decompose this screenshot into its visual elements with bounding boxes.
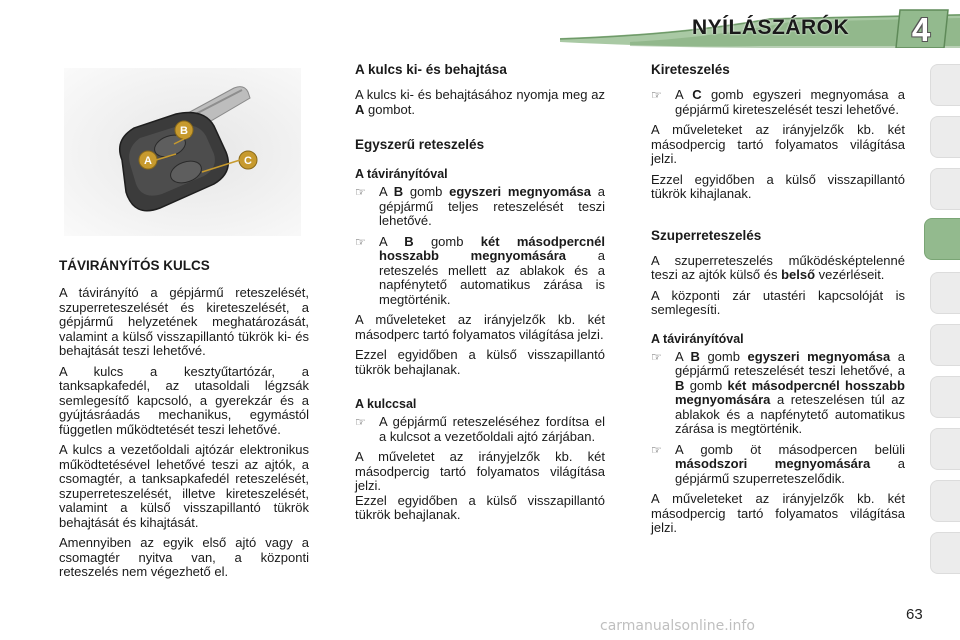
- subheading-remote: A távirányítóval: [355, 167, 448, 181]
- svg-text:B: B: [180, 125, 188, 137]
- bullet-item: ☞ A gomb öt másodpercen belüli másodszori megnyomására a gépjármű szuperreteszelődik.: [651, 441, 905, 486]
- chapter-tab[interactable]: [930, 480, 960, 522]
- chapter-tabs: [924, 64, 960, 584]
- watermark: carmanualsonline.info: [600, 618, 755, 634]
- paragraph: Amennyiben az egyik első ajtó vagy a csomagtér nyitva van, a központi reteszelés nem végezhető el.: [59, 535, 309, 579]
- paragraph: A kulcs a vezetőoldali ajtózár elektronikus működtetésével lehetővé teszi az ajtók, a csomagtér, a tanksapkafedél reteszelését, szuperreteszelését, illetve kireteszelését, valamint a külső visszapillantó tükrök behajtását és kihajtását.: [59, 442, 309, 530]
- chapter-tab[interactable]: [930, 376, 960, 418]
- column-middle: [355, 62, 605, 529]
- chapter-tab[interactable]: [930, 532, 960, 574]
- subheading-key: A kulccsal: [355, 397, 417, 411]
- chapter-tab[interactable]: [930, 116, 960, 158]
- bullet-item: ☞ A B gomb két másodpercnél hosszabb megnyomására a reteszelés mellett az ablakok és a napfénytető automatikus zárása is megtörténik.: [355, 233, 605, 307]
- pointing-hand-icon: ☞: [355, 234, 366, 249]
- bullet-item: ☞ A C gomb egyszeri megnyomása a gépjármű kireteszelését teszi lehetővé.: [651, 87, 905, 117]
- svg-text:C: C: [244, 155, 252, 167]
- paragraph: A műveleteket az irányjelzők kb. két másodpercig tartó folyamatos világítása jelzi.: [651, 491, 905, 535]
- subheading-remote: A távirányítóval: [651, 331, 744, 346]
- paragraph: Ezzel egyidőben a külső visszapillantó tükrök kihajlanak.: [651, 171, 905, 201]
- pointing-hand-icon: ☞: [355, 185, 366, 199]
- remote-key-photo: [64, 68, 301, 236]
- section-title-super-lock: Szuperreteszelés: [651, 227, 762, 243]
- paragraph: A kulcs a kesztyűtartózár, a tanksapkafedél, az utasoldali légzsák semlegesítő kapcsoló, a gyerekzár és a gyújtásráadás mechanikus, egymástól független működtetését teszi lehetővé.: [59, 363, 309, 437]
- chapter-tab[interactable]: [930, 324, 960, 366]
- paragraph: A távirányító a gépjármű reteszelését, szuperreteszelését és kireteszelését, a gépjármű helyzetének meghatározását, valamint a külső visszapillantó tükrök ki- és behajtását teszi lehetővé.: [59, 285, 309, 358]
- section-title-fold-key: A kulcs ki- és behajtása: [355, 62, 507, 77]
- bullet-item: ☞ A B gomb egyszeri megnyomása a gépjármű teljes reteszelését teszi lehetővé.: [355, 184, 605, 228]
- button-b-badge: [175, 121, 193, 139]
- section-title-unlock: Kireteszelés: [651, 62, 730, 77]
- paragraph: A kulcs ki- és behajtásához nyomja meg az A gombot.: [355, 87, 605, 117]
- pointing-hand-icon: ☞: [651, 349, 662, 364]
- bullet-item: ☞ A B gomb egyszeri megnyomása a gépjármű reteszelését teszi lehetővé, a B gomb két másodpercnél hosszabb megnyomására a reteszelésen túl az ablakok és a napfénytető automatikus zárása is megtörténik.: [651, 348, 905, 436]
- chapter-tab[interactable]: [930, 168, 960, 210]
- chapter-tab[interactable]: [930, 272, 960, 314]
- remote-key-illustration: [64, 68, 301, 236]
- paragraph: Ezzel egyidőben a külső visszapillantó tükrök behajlanak.: [355, 347, 605, 377]
- paragraph: Ezzel egyidőben a külső visszapillantó tükrök behajlanak.: [355, 492, 605, 522]
- paragraph: A szuperreteszelés működésképtelenné teszi az ajtók külső és belső vezérléseit.: [651, 252, 905, 282]
- button-a-badge: [139, 151, 157, 169]
- svg-text:A: A: [144, 155, 152, 167]
- chapter-title: NYÍLÁSZÁRÓK: [692, 16, 850, 39]
- paragraph: A műveleteket az irányjelzők kb. két másodpercig tartó folyamatos világítása jelzi.: [651, 122, 905, 166]
- button-c-badge: [239, 151, 257, 169]
- chapter-tab[interactable]: [930, 64, 960, 106]
- column-right: [651, 62, 905, 542]
- chapter-number: 4: [911, 11, 931, 48]
- pointing-hand-icon: ☞: [651, 442, 662, 457]
- page-number: 63: [906, 606, 923, 623]
- paragraph: A központi zár utastéri kapcsolóját is semlegesíti.: [651, 287, 905, 317]
- chapter-tab[interactable]: [930, 428, 960, 470]
- paragraph: A műveleteket az irányjelzők kb. két másodperc tartó folyamatos világítása jelzi.: [355, 312, 605, 342]
- section-title-remote-key: TÁVIRÁNYÍTÓS KULCS: [59, 258, 210, 273]
- section-title-simple-lock: Egyszerű reteszelés: [355, 137, 485, 152]
- pointing-hand-icon: ☞: [651, 88, 662, 102]
- bullet-item: ☞ A gépjármű reteszeléséhez fordítsa el a kulcsot a vezetőoldali ajtó zárjában.: [355, 414, 605, 444]
- paragraph: A műveletet az irányjelzők kb. két másodpercig tartó folyamatos világítása jelzi.: [355, 449, 605, 493]
- chapter-tab-active[interactable]: [924, 218, 960, 260]
- column-left: [59, 258, 309, 586]
- pointing-hand-icon: ☞: [355, 415, 366, 429]
